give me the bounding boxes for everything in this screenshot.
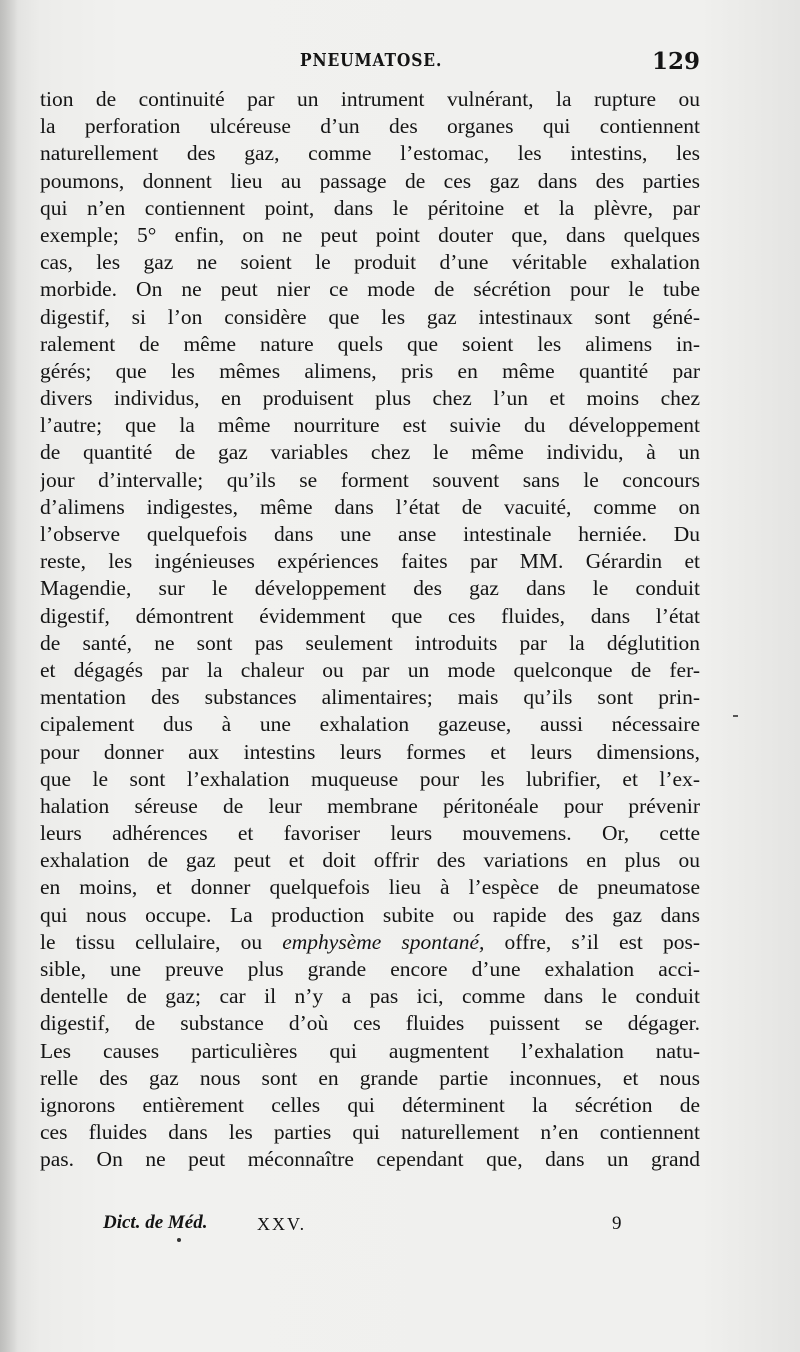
body-text (40, 86, 700, 1174)
text-line: halation séreuse de leur membrane péritonéale pour prévenir (40, 793, 700, 818)
signature-footer (0, 1210, 800, 1242)
text-line: cipalement dus à une exhalation gazeuse, aussi nécessaire (40, 712, 700, 737)
text-line: d’alimens indigestes, même dans l’état de vacuité, comme on (40, 494, 700, 519)
text-line: divers individus, en produisent plus chez l’un et moins chez (40, 386, 700, 411)
text-line: la perforation ulcéreuse d’un des organes qui contiennent (40, 114, 700, 139)
text-line: digestif, de substance d’où ces fluides puissent se dégager. (40, 1011, 700, 1036)
line-segment: offre, s’il est pos- (484, 929, 700, 954)
text-line: gérés; que les mêmes alimens, pris en même quantité par (40, 358, 700, 383)
text-line: mentation des substances alimentaires; mais qu’ils sont prin- (40, 685, 700, 710)
text-line: Magendie, sur le développement des gaz dans le conduit (40, 576, 700, 601)
text-line: reste, les ingénieuses expériences faites par MM. Gérardin et (40, 549, 700, 574)
running-head (0, 48, 800, 75)
text-line: poumons, donnent lieu au passage de ces gaz dans des parties (40, 168, 700, 193)
text-line: de santé, ne sont pas seulement introduits par la déglutition (40, 630, 700, 655)
text-line: l’autre; que la même nourriture est suivie du développement (40, 413, 700, 438)
signature-title: Dict. de Méd. (103, 1212, 208, 1233)
text-line: exhalation de gaz peut et doit offrir des variations en plus ou (40, 848, 700, 873)
text-line: pas. On ne peut méconnaître cependant que, dans un grand (40, 1147, 700, 1172)
text-line: morbide. On ne peut nier ce mode de sécrétion pour le tube (40, 277, 700, 302)
text-line: en moins, et donner quelquefois lieu à l’espèce de pneumatose (40, 875, 700, 900)
text-line: cas, les gaz ne soient le produit d’une véritable exhalation (40, 250, 700, 275)
text-line: relle des gaz nous sont en grande partie inconnues, et nous (40, 1065, 700, 1090)
text-line: ralement de même nature quels que soient les alimens in- (40, 331, 700, 356)
text-line: pour donner aux intestins leurs formes et leurs dimensions, (40, 739, 700, 764)
ink-dot (177, 1238, 181, 1242)
text-line: ces fluides dans les parties qui naturellement n’en contiennent (40, 1120, 700, 1145)
text-line: qui nous occupe. La production subite ou rapide des gaz dans (40, 902, 700, 927)
line-segment: le tissu cellulaire, ou (40, 929, 283, 954)
text-line: digestif, démontrent évidemment que ces fluides, dans l’état (40, 603, 700, 628)
text-line: jour d’intervalle; qu’ils se forment souvent sans le concours (40, 467, 700, 492)
margin-mark (733, 715, 738, 717)
text-line: ignorons entièrement celles qui déterminent la sécrétion de (40, 1092, 700, 1117)
text-line: leurs adhérences et favoriser leurs mouvemens. Or, cette (40, 821, 700, 846)
text-line: naturellement des gaz, comme l’estomac, les intestins, les (40, 141, 700, 166)
volume-number: XXV. (257, 1214, 307, 1234)
text-line: exemple; 5° enfin, on ne peut point douter que, dans quelques (40, 222, 700, 247)
text-line: de quantité de gaz variables chez le même individu, à un (40, 440, 700, 465)
text-line: dentelle de gaz; car il n’y a pas ici, comme dans le conduit (40, 984, 700, 1009)
text-line: que le sont l’exhalation muqueuse pour les lubrifier, et l’ex- (40, 766, 700, 791)
text-line: tion de continuité par un intrument vulnérant, la rupture ou (40, 87, 700, 111)
text-line: Les causes particulières qui augmentent l’exhalation natu- (40, 1038, 700, 1063)
italic-term: emphysème spontané, (282, 929, 485, 954)
signature-number: 9 (612, 1213, 622, 1234)
running-title: PNEUMATOSE. (300, 50, 443, 71)
text-line: qui n’en contiennent point, dans le péritoine et la plèvre, par (40, 195, 700, 220)
text-line: sible, une preuve plus grande encore d’une exhalation acci- (40, 957, 700, 981)
text-line: et dégagés par la chaleur ou par un mode quelconque de fer- (40, 657, 700, 682)
text-line: digestif, si l’on considère que les gaz intestinaux sont géné- (40, 304, 700, 329)
text-line: l’observe quelquefois dans une anse intestinale herniée. Du (40, 522, 700, 546)
text-line-with-italic (40, 929, 700, 956)
page-number: 129 (651, 48, 700, 75)
